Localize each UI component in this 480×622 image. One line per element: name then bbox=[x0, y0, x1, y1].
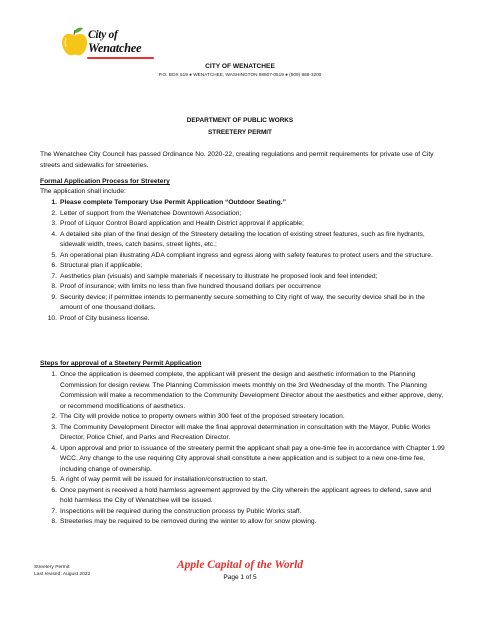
list-item: 4. Upon approval and prior to issuance of the streetery permit the applicant shall pay a one-time fee in accordance with Chapter 1.99 WCC. Any change to the use requiring City approval shall constitute a new application and is subject to a new one-time fee, including change of ownership. bbox=[51, 444, 445, 473]
address-line: P.O. BOX 519 ● WENATCHEE, WASHINGTON 98807-0519 ● (509) 888-3200 bbox=[158, 72, 322, 77]
list-item: 4. A detailed site plan of the final design of the Streetery detailing the location of existing street features, such as fire hydrants, sidewalk width, trees, catch basins, street lights, etc.; bbox=[51, 230, 425, 248]
logo-underline bbox=[87, 57, 154, 59]
page-number: Page 1 of 5 bbox=[223, 574, 257, 581]
list-item: 7. Inspections will be required during the construction process by Public Works staff. bbox=[51, 507, 302, 515]
list-item: 10. Proof of City business license. bbox=[47, 314, 150, 322]
city-logo bbox=[60, 26, 160, 66]
approval-steps-heading: Steps for approval of a Steetery Permit Application bbox=[40, 360, 202, 367]
list-item: 9. Security device; if permittee intends to permanently secure something to City right of way, the security device shall be in the amount of one thousand dollars. bbox=[51, 293, 425, 311]
approval-steps-list bbox=[40, 370, 445, 528]
footer-document-name: Streetery Permit bbox=[34, 565, 70, 570]
list-item: 5. A right of way permit will be issued for installation/construction to start. bbox=[51, 476, 268, 483]
list-item: 6. Once payment is received a hold harmless agreement approved by the City wherein the applicant agrees to defend, save and hold harmless the City of Wenatchee will be issued. bbox=[51, 486, 432, 504]
footer-revised-date: Last revised: August 2022 bbox=[34, 572, 91, 577]
department-heading: DEPARTMENT OF PUBLIC WORKS bbox=[186, 117, 294, 124]
logo-text-city-of: City of bbox=[88, 29, 118, 41]
intro-paragraph: The Wenatchee City Council has passed Ordinance No. 2020-22, creating regulations and permit requirements for private use of City streets and sidewalks for streeteries. bbox=[40, 151, 434, 169]
list-item: 5. An operational plan illustrating ADA compliant ingress and egress along with safety features to protect users and the structure. bbox=[51, 251, 433, 259]
footer-slogan: Apple Capital of the World bbox=[176, 559, 304, 571]
list-item: 8. Proof of insurance; with limits no less than five hundred thousand dollars per occurrence bbox=[51, 283, 321, 290]
list-item: 6. Structural plan if applicable; bbox=[51, 262, 143, 269]
list-item: 1. Please complete Temporary Use Permit Application “Outdoor Seating.” bbox=[51, 199, 286, 206]
logo-text-wenatchee: Wenatchee bbox=[88, 41, 142, 55]
list-item: 2. Letter of support from the Wenatchee Downtown Association; bbox=[51, 209, 242, 217]
list-item: 3. The Community Development Director will make the final approval determination in consultation with the Mayor, Public Works Director, Police Chief, and Parks and Recreation Director. bbox=[51, 423, 431, 441]
formal-requirements-list bbox=[40, 198, 445, 324]
list-item: 3. Proof of Liquor Control Board application and Health District approval if applicable; bbox=[51, 220, 304, 227]
apple-logo-icon bbox=[60, 26, 90, 66]
list-item: 8. Streeteries may be required to be removed during the winter to allow for snow plowing. bbox=[51, 518, 317, 525]
list-item: 7. Aesthetics plan (visuals) and sample materials if necessary to illustrate he proposed look and feel intended; bbox=[51, 272, 378, 280]
formal-process-subtitle: The application shall include: bbox=[40, 188, 126, 195]
city-name-heading: CITY OF WENATCHEE bbox=[205, 63, 275, 70]
formal-process-heading: Formal Application Process for Streetery bbox=[40, 178, 170, 185]
list-item: 2. The City will provide notice to property owners within 300 feet of the proposed streetery location. bbox=[51, 413, 345, 420]
permit-title: STREETERY PERMIT bbox=[208, 129, 272, 136]
list-item: 1. Once the application is deemed complete, the applicant will present the design and aesthetic information to the Planning Commission for design review. The Planning Commission meets monthly on the 3rd Wednesday of the month. The Planning Commission will make a recommendation to the Community Development Director about the aesthetics and either approve, deny, or recommend modifications of aesthetics. bbox=[51, 371, 444, 410]
